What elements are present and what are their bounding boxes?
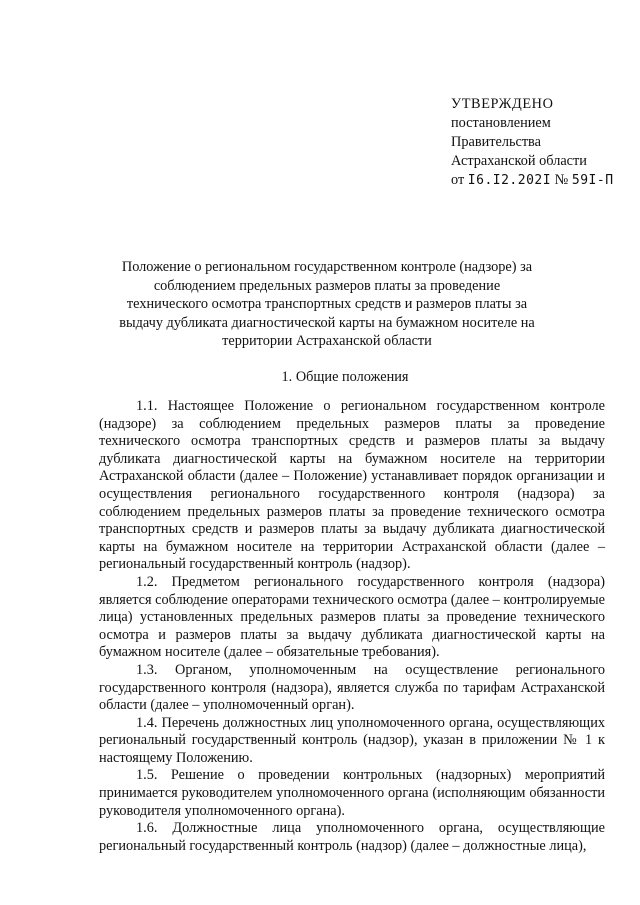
paragraph-1-1: 1.1. Настоящее Положение о региональном государственном контроле (надзоре) за соблюдением предельных размеров платы за проведение технического осмотра транспортных средств и размеров платы за выдачу дубликата диагностической карты на бумажном носителе на территории Астраханской области (далее – Положение) устанавливает порядок организации и осуществления регионального государственного контроля (надзора) за соблюдением предельных размеров платы за проведение технического осмотра транспортных средств и размеров платы за выдачу дубликата диагностической карты на бумажном носителе на территории Астраханской области (далее – региональный государственный контроль (надзор). — [99, 398, 605, 573]
approval-line-2: Правительства — [451, 134, 541, 150]
approval-date-line — [451, 171, 631, 190]
approval-number: 59I-П — [571, 173, 614, 188]
approval-heading: УТВЕРЖДЕНО — [451, 96, 554, 112]
document-title: Положение о региональном государственном контроле (надзоре) за соблюдением предельных размеров платы за проведение технического осмотра транспортных средств и размеров платы за выдачу дубликата диагностической карты на бумажном носителе на территории Астраханской области — [119, 259, 535, 349]
paragraph-1-5: 1.5. Решение о проведении контрольных (надзорных) мероприятий принимается руководителем уполномоченного органа (исполняющим обязанности руководителя уполномоченного органа). — [99, 767, 605, 819]
approval-block — [451, 95, 631, 190]
section-heading — [0, 368, 640, 386]
paragraph-1-4: 1.4. Перечень должностных лиц уполномоченного органа, осуществляющих региональный государственный контроль (надзор), указан в приложении № 1 к настоящему Положению. — [99, 714, 605, 766]
paragraph-1-6: 1.6. Должностные лица уполномоченного органа, осуществляющие региональный государственный контроль (надзор) (далее – должностные лица), — [99, 820, 605, 854]
approval-date-prefix: от — [451, 172, 465, 188]
paragraph-1-2: 1.2. Предметом регионального государственного контроля (надзора) является соблюдение операторами технического осмотра (далее – контролируемые лица) установленных предельных размеров платы за проведение технического осмотра и размеров платы за выдачу дубликата диагностической карты на бумажном носителе (далее – обязательные требования). — [99, 573, 605, 661]
document-body — [99, 398, 605, 855]
approval-line-1: постановлением — [451, 115, 551, 131]
approval-line-3: Астраханской области — [451, 153, 587, 169]
section-heading-text: 1. Общие положения — [281, 369, 409, 385]
approval-number-sign: № — [554, 172, 569, 188]
paragraph-1-3: 1.3. Органом, уполномоченным на осуществление регионального государственного контроля (надзора), является служба по тарифам Астраханской области (далее – уполномоченный орган). — [99, 661, 605, 714]
approval-date: I6.I2.202I — [467, 173, 552, 188]
